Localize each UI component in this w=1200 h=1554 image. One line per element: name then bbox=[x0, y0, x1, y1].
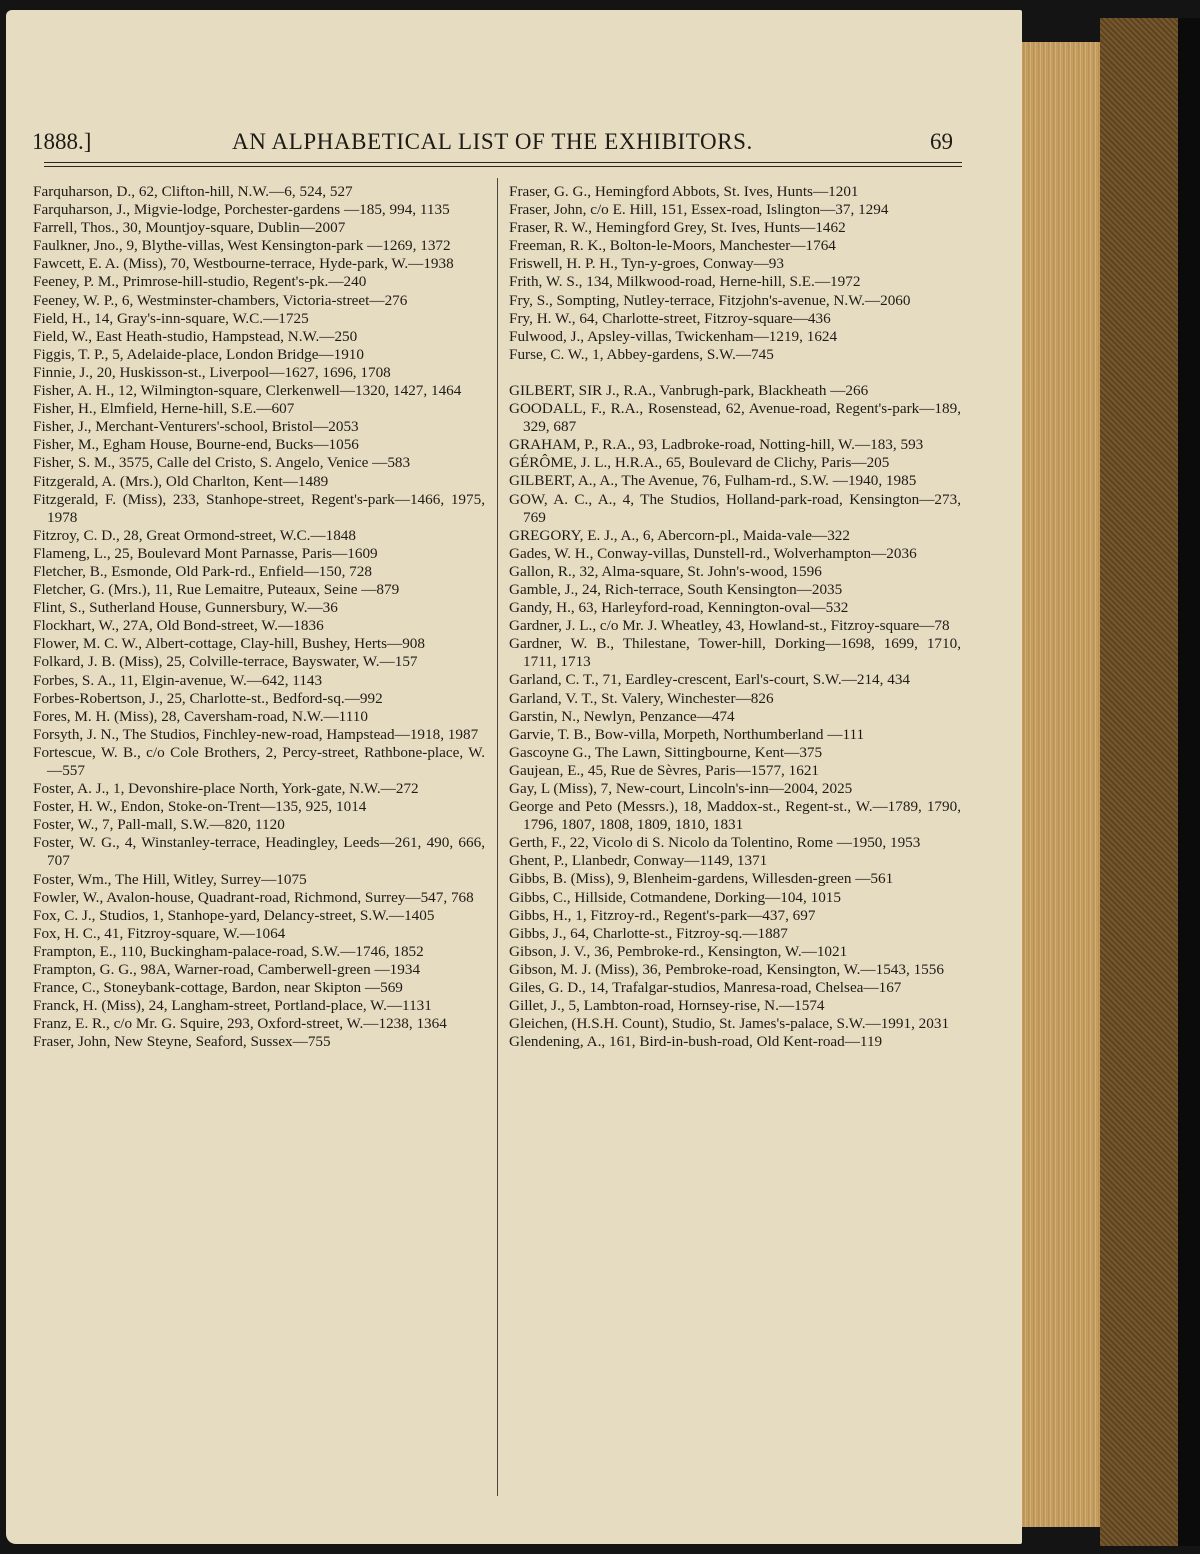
section-gap bbox=[509, 364, 961, 382]
page-year: 1888.] bbox=[32, 129, 92, 154]
exhibitor-entry: Franck, H. (Miss), 24, Langham-street, Portland-place, W.—1131 bbox=[33, 997, 432, 1015]
exhibitor-entry-academician: GRAHAM, P., R.A., 93, Ladbroke-road, Notting-hill, W.—183, 593 bbox=[509, 436, 924, 454]
exhibitor-entry: Foster, A. J., 1, Devonshire-place North, York-gate, N.W.—272 bbox=[33, 780, 419, 798]
exhibitor-entry: Fox, C. J., Studios, 1, Stanhope-yard, Delancy-street, S.W.—1405 bbox=[33, 906, 435, 924]
exhibitor-entry: Gaujean, E., 45, Rue de Sèvres, Paris—1577, 1621 bbox=[509, 761, 820, 779]
exhibitor-entry: Flameng, L., 25, Boulevard Mont Parnasse, Paris—1609 bbox=[33, 544, 378, 562]
exhibitor-entry: Flint, S., Sutherland House, Gunnersbury, W.—36 bbox=[33, 599, 338, 617]
exhibitor-entry: Gay, L (Miss), 7, New-court, Lincoln's-inn—2004, 2025 bbox=[509, 780, 853, 797]
exhibitor-entry: Gibson, M. J. (Miss), 36, Pembroke-road, Kensington, W.—1543, 1556 bbox=[509, 960, 944, 978]
exhibitor-entry: George and Peto (Messrs.), 18, Maddox-st., Regent-st., W.—1789, 1790, 1796, 1807, 1808, 1809, 1810, 1831 bbox=[509, 798, 961, 834]
exhibitor-entry: Farquharson, D., 62, Clifton-hill, N.W.—6, 524, 527 bbox=[33, 183, 353, 200]
exhibitor-entry: Garland, V. T., St. Valery, Winchester—826 bbox=[509, 689, 774, 707]
exhibitor-entry: Fitzgerald, A. (Mrs.), Old Charlton, Kent—1489 bbox=[33, 472, 329, 490]
exhibitor-entry: Field, H., 14, Gray's-inn-square, W.C.—1725 bbox=[33, 309, 309, 327]
exhibitor-entry: Gibbs, C., Hillside, Cotmandene, Dorking—104, 1015 bbox=[509, 888, 841, 906]
exhibitor-entry: Fowler, W., Avalon-house, Quadrant-road, Richmond, Surrey—547, 768 bbox=[33, 888, 474, 906]
exhibitor-entry: Frampton, E., 110, Buckingham-palace-road, S.W.—1746, 1852 bbox=[33, 942, 424, 960]
exhibitor-entry: Ghent, P., Llanbedr, Conway—1149, 1371 bbox=[509, 852, 768, 870]
exhibitor-entry: Fawcett, E. A. (Miss), 70, Westbourne-terrace, Hyde-park, W.—1938 bbox=[33, 255, 454, 273]
exhibitor-entry-academician: GÉRÔME, J. L., H.R.A., 65, Boulevard de Clichy, Paris—205 bbox=[509, 454, 890, 472]
exhibitor-entry: Farrell, Thos., 30, Mountjoy-square, Dublin—2007 bbox=[33, 219, 346, 237]
book-cover bbox=[1100, 18, 1178, 1546]
exhibitor-entry: Feeney, W. P., 6, Westminster-chambers, Victoria-street—276 bbox=[33, 291, 408, 309]
page-title: AN ALPHABETICAL LIST OF THE EXHIBITORS. bbox=[232, 129, 753, 154]
page-number: 69 bbox=[930, 129, 953, 154]
exhibitor-entry: Feeney, P. M., Primrose-hill-studio, Regent's-pk.—240 bbox=[33, 273, 367, 291]
exhibitor-entry: Frampton, G. G., 98A, Warner-road, Camberwell-green —1934 bbox=[33, 961, 421, 979]
exhibitor-entry: Gardner, J. L., c/o Mr. J. Wheatley, 43, Howland-st., Fitzroy-square—78 bbox=[509, 617, 950, 635]
exhibitor-entry: Fry, H. W., 64, Charlotte-street, Fitzroy-square—436 bbox=[509, 309, 831, 327]
exhibitor-entry: Gallon, R., 32, Alma-square, St. John's-wood, 1596 bbox=[509, 562, 822, 580]
exhibitor-entry: Flower, M. C. W., Albert-cottage, Clay-hill, Bushey, Herts—908 bbox=[33, 635, 425, 653]
exhibitor-entry: Fisher, S. M., 3575, Calle del Cristo, S. Angelo, Venice —583 bbox=[33, 454, 411, 472]
exhibitor-entry-associate: GILBERT, A., A., The Avenue, 76, Fulham-rd., S.W. —1940, 1985 bbox=[509, 472, 917, 490]
exhibitor-entry: Gibbs, J., 64, Charlotte-st., Fitzroy-sq.—1887 bbox=[509, 924, 788, 942]
exhibitor-entry: Fisher, J., Merchant-Venturers'-school, Bristol—2053 bbox=[33, 418, 359, 436]
exhibitor-entry: Friswell, H. P. H., Tyn-y-groes, Conway—93 bbox=[509, 255, 784, 273]
book-cover-edge bbox=[1178, 18, 1200, 1546]
header-rule bbox=[44, 162, 962, 163]
exhibitor-entry: Gardner, W. B., Thilestane, Tower-hill, Dorking—1698, 1699, 1710, 1711, 1713 bbox=[509, 635, 961, 671]
exhibitor-entry: Freeman, R. K., Bolton-le-Moors, Manchester—1764 bbox=[509, 237, 836, 255]
page-edges bbox=[1022, 42, 1100, 1527]
exhibitor-entry: Flockhart, W., 27A, Old Bond-street, W.—1836 bbox=[33, 617, 324, 635]
exhibitor-entry: Gascoyne G., The Lawn, Sittingbourne, Kent—375 bbox=[509, 743, 823, 761]
exhibitor-entry: Fisher, H., Elmfield, Herne-hill, S.E.—607 bbox=[33, 400, 295, 418]
exhibitor-entry: Gamble, J., 24, Rich-terrace, South Kensington—2035 bbox=[509, 580, 843, 598]
exhibitor-entry: Gerth, F., 22, Vicolo di S. Nicolo da Tolentino, Rome —1950, 1953 bbox=[509, 834, 921, 852]
exhibitor-entry: Foster, W. G., 4, Winstanley-terrace, Headingley, Leeds—261, 490, 666, 707 bbox=[33, 834, 485, 870]
exhibitor-entry: Fraser, R. W., Hemingford Grey, St. Ives, Hunts—1462 bbox=[509, 219, 846, 237]
exhibitor-entry: Fisher, M., Egham House, Bourne-end, Bucks—1056 bbox=[33, 436, 359, 454]
exhibitor-entry: Fores, M. H. (Miss), 28, Caversham-road, N.W.—1110 bbox=[33, 707, 368, 725]
exhibitor-entry: Franz, E. R., c/o Mr. G. Squire, 293, Oxford-street, W.—1238, 1364 bbox=[33, 1015, 447, 1033]
exhibitor-entry: France, C., Stoneybank-cottage, Bardon, near Skipton —569 bbox=[33, 979, 403, 997]
exhibitor-entry: Farquharson, J., Migvie-lodge, Porchester-gardens —185, 994, 1135 bbox=[33, 201, 450, 219]
right-column bbox=[509, 183, 961, 1051]
column-divider bbox=[497, 178, 498, 1496]
exhibitor-entry-associate: GREGORY, E. J., A., 6, Abercorn-pl., Maida-vale—322 bbox=[509, 526, 850, 544]
exhibitor-entry: Fletcher, B., Esmonde, Old Park-rd., Enfield—150, 728 bbox=[33, 562, 372, 580]
exhibitor-entry: Garstin, N., Newlyn, Penzance—474 bbox=[509, 707, 735, 725]
exhibitor-entry: Fisher, A. H., 12, Wilmington-square, Clerkenwell—1320, 1427, 1464 bbox=[33, 382, 462, 400]
header-rule-double bbox=[44, 166, 962, 167]
exhibitor-entry: Foster, W., 7, Pall-mall, S.W.—820, 1120 bbox=[33, 816, 285, 834]
exhibitor-entry: Gades, W. H., Conway-villas, Dunstell-rd., Wolverhampton—2036 bbox=[509, 544, 917, 562]
exhibitor-entry: Fraser, John, c/o E. Hill, 151, Essex-road, Islington—37, 1294 bbox=[509, 201, 889, 219]
exhibitor-entry: Folkard, J. B. (Miss), 25, Colville-terrace, Bayswater, W.—157 bbox=[33, 653, 418, 671]
exhibitor-entry-academician: GOODALL, F., R.A., Rosenstead, 62, Avenue-road, Regent's-park—189, 329, 687 bbox=[509, 400, 961, 436]
exhibitor-entry: Frith, W. S., 134, Milkwood-road, Herne-hill, S.E.—1972 bbox=[509, 273, 861, 291]
exhibitor-entry-associate: GOW, A. C., A., 4, The Studios, Holland-park-road, Kensington—273, 769 bbox=[509, 490, 961, 526]
exhibitor-entry: Finnie, J., 20, Huskisson-st., Liverpool—1627, 1696, 1708 bbox=[33, 363, 391, 381]
exhibitor-entry: Faulkner, Jno., 9, Blythe-villas, West Kensington-park —1269, 1372 bbox=[33, 237, 451, 255]
exhibitor-entry: Gleichen, (H.S.H. Count), Studio, St. James's-palace, S.W.—1991, 2031 bbox=[509, 1015, 950, 1033]
exhibitor-entry: Field, W., East Heath-studio, Hampstead, N.W.—250 bbox=[33, 327, 358, 345]
exhibitor-entry: Fry, S., Sompting, Nutley-terrace, Fitzjohn's-avenue, N.W.—2060 bbox=[509, 291, 911, 309]
exhibitor-entry: Garland, C. T., 71, Eardley-crescent, Earl's-court, S.W.—214, 434 bbox=[509, 671, 911, 689]
exhibitor-entry: Glendening, A., 161, Bird-in-bush-road, Old Kent-road—119 bbox=[509, 1033, 883, 1051]
exhibitor-entry: Furse, C. W., 1, Abbey-gardens, S.W.—745 bbox=[509, 345, 774, 363]
exhibitor-entry: Forbes, S. A., 11, Elgin-avenue, W.—642, 1143 bbox=[33, 671, 323, 689]
exhibitor-entry: Foster, Wm., The Hill, Witley, Surrey—1075 bbox=[33, 870, 307, 888]
exhibitor-entry: Forbes-Robertson, J., 25, Charlotte-st., Bedford-sq.—992 bbox=[33, 689, 383, 707]
exhibitor-entry: Fulwood, J., Apsley-villas, Twickenham—1219, 1624 bbox=[509, 327, 838, 345]
exhibitor-entry: Gibbs, H., 1, Fitzroy-rd., Regent's-park—437, 697 bbox=[509, 906, 816, 924]
exhibitor-entry: Fitzgerald, F. (Miss), 233, Stanhope-street, Regent's-park—1466, 1975, 1978 bbox=[33, 490, 485, 526]
exhibitor-entry: Fortescue, W. B., c/o Cole Brothers, 2, Percy-street, Rathbone-place, W.—557 bbox=[33, 743, 485, 779]
exhibitor-entry: Fitzroy, C. D., 28, Great Ormond-street, W.C.—1848 bbox=[33, 526, 356, 544]
exhibitor-entry: Gandy, H., 63, Harleyford-road, Kennington-oval—532 bbox=[509, 599, 849, 617]
left-column bbox=[33, 183, 485, 1052]
exhibitor-entry: Fraser, John, New Steyne, Seaford, Sussex—755 bbox=[33, 1033, 331, 1051]
exhibitor-entry: Forsyth, J. N., The Studios, Finchley-new-road, Hampstead—1918, 1987 bbox=[33, 725, 479, 743]
exhibitor-entry: Giles, G. D., 14, Trafalgar-studios, Manresa-road, Chelsea—167 bbox=[509, 979, 902, 997]
exhibitor-entry: Gibson, J. V., 36, Pembroke-rd., Kensington, W.—1021 bbox=[509, 942, 848, 960]
exhibitor-entry: Garvie, T. B., Bow-villa, Morpeth, Northumberland —111 bbox=[509, 725, 865, 743]
exhibitor-entry: Fletcher, G. (Mrs.), 11, Rue Lemaitre, Puteaux, Seine —879 bbox=[33, 581, 400, 599]
exhibitor-entry: Gibbs, B. (Miss), 9, Blenheim-gardens, Willesden-green —561 bbox=[509, 870, 894, 888]
exhibitor-entry: Figgis, T. P., 5, Adelaide-place, London Bridge—1910 bbox=[33, 345, 364, 363]
exhibitor-entry: Gillet, J., 5, Lambton-road, Hornsey-rise, N.—1574 bbox=[509, 997, 825, 1015]
exhibitor-entry-academician: GILBERT, SIR J., R.A., Vanbrugh-park, Blackheath —266 bbox=[509, 381, 869, 399]
exhibitor-entry: Fraser, G. G., Hemingford Abbots, St. Ives, Hunts—1201 bbox=[509, 183, 859, 200]
exhibitor-entry: Foster, H. W., Endon, Stoke-on-Trent—135, 925, 1014 bbox=[33, 798, 367, 816]
exhibitor-entry: Fox, H. C., 41, Fitzroy-square, W.—1064 bbox=[33, 924, 286, 942]
